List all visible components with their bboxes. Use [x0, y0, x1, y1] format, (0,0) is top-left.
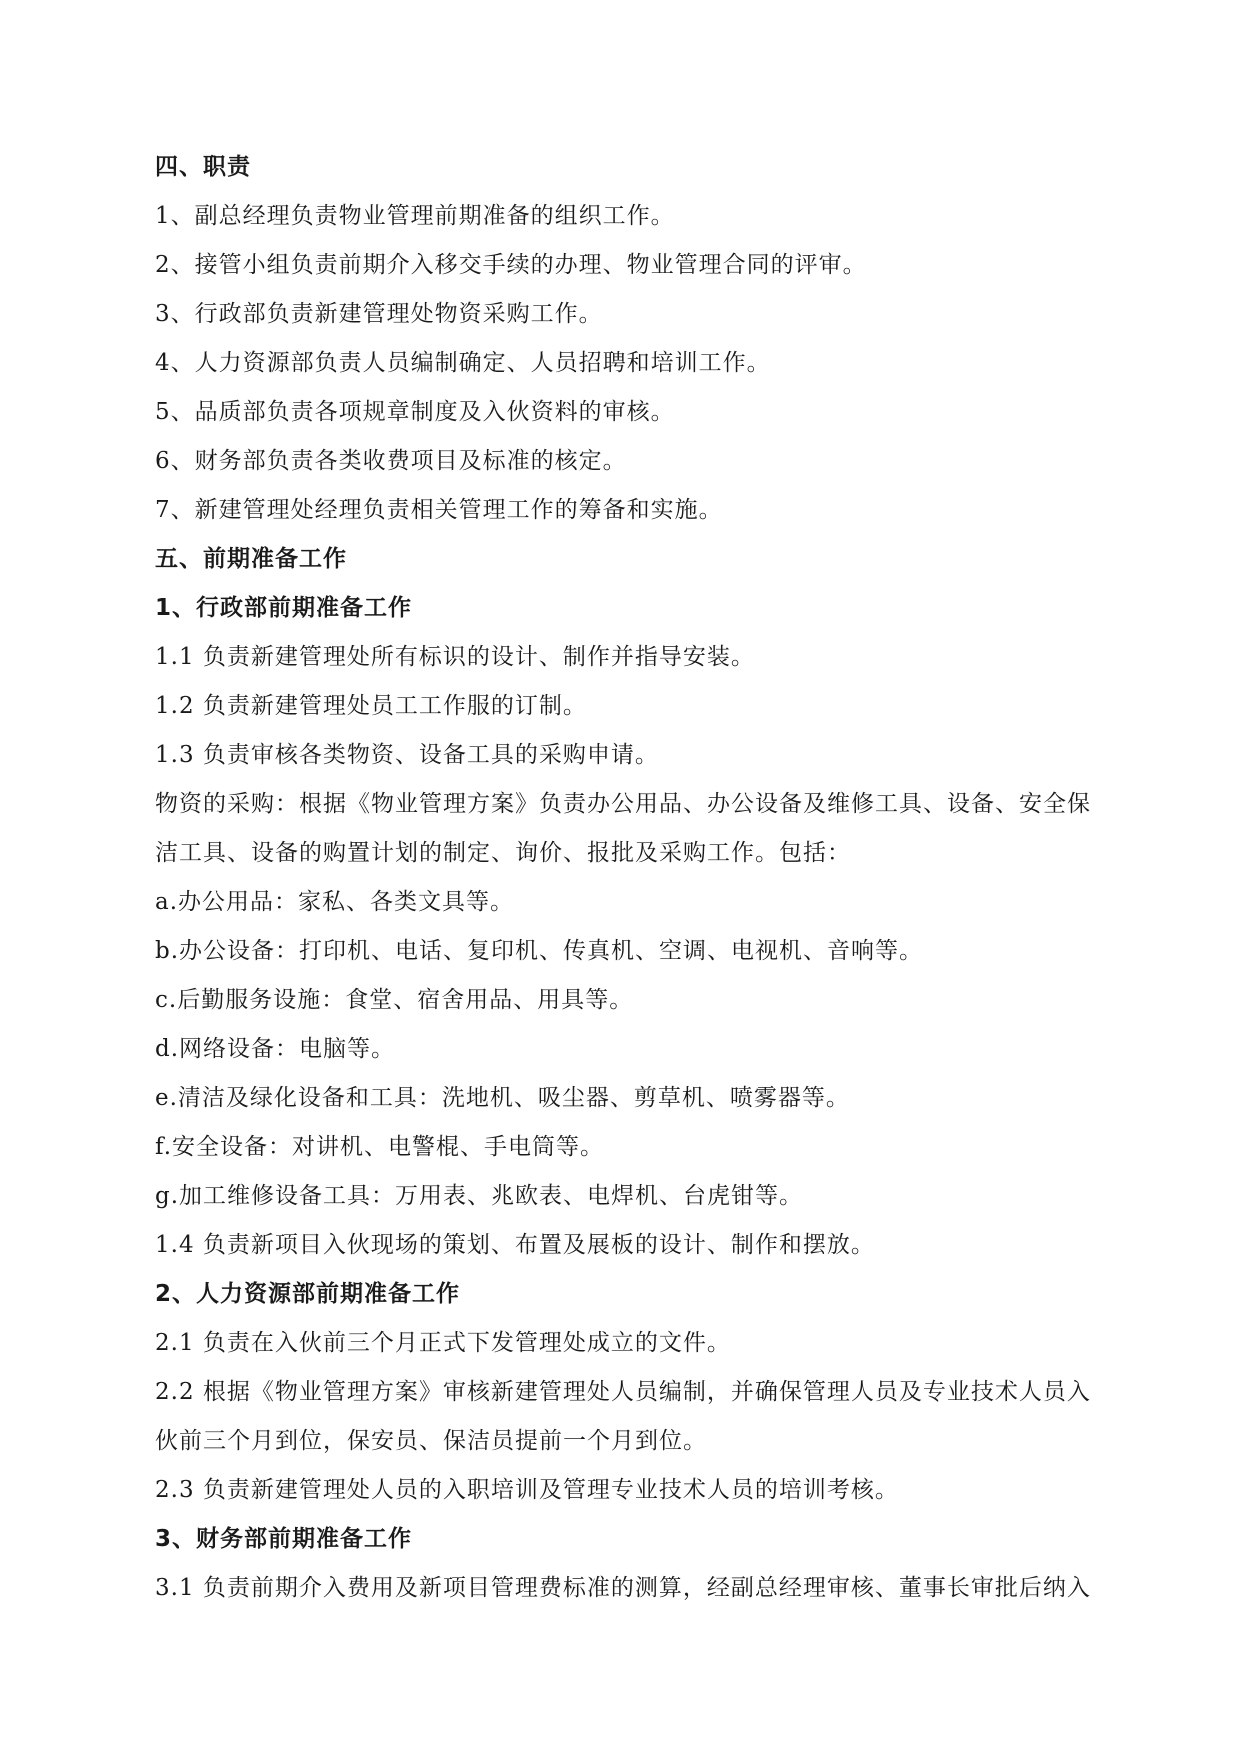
- text-line: 3、行政部负责新建管理处物资采购工作。: [155, 301, 603, 327]
- text-line: 1.2 负责新建管理处员工工作服的订制。: [155, 693, 587, 719]
- text-line: 2.2 根据《物业管理方案》审核新建管理处人员编制，并确保管理人员及专业技术人员入: [155, 1379, 1091, 1405]
- text-line: 2、接管小组负责前期介入移交手续的办理、物业管理合同的评审。: [155, 252, 867, 278]
- text-line: 2.3 负责新建管理处人员的入职培训及管理专业技术人员的培训考核。: [155, 1477, 899, 1503]
- document-page: [155, 143, 1115, 1613]
- section-heading: 2、人力资源部前期准备工作: [155, 1281, 461, 1307]
- text-line: 3.1 负责前期介入费用及新项目管理费标准的测算，经副总经理审核、董事长审批后纳入: [155, 1575, 1091, 1601]
- text-line: 7、新建管理处经理负责相关管理工作的筹备和实施。: [155, 497, 723, 523]
- text-line: 物资的采购：根据《物业管理方案》负责办公用品、办公设备及维修工具、设备、安全保: [155, 791, 1091, 817]
- text-line: 1.3 负责审核各类物资、设备工具的采购申请。: [155, 742, 659, 768]
- text-line: b.办公设备：打印机、电话、复印机、传真机、空调、电视机、音响等。: [155, 938, 924, 964]
- text-line: 2.1 负责在入伙前三个月正式下发管理处成立的文件。: [155, 1330, 731, 1356]
- section-heading: 五、前期准备工作: [155, 546, 347, 572]
- text-line: f.安全设备：对讲机、电警棍、手电筒等。: [155, 1134, 605, 1160]
- text-line: 5、品质部负责各项规章制度及入伙资料的审核。: [155, 399, 675, 425]
- text-line: 4、人力资源部负责人员编制确定、人员招聘和培训工作。: [155, 350, 771, 376]
- text-line: 1.1 负责新建管理处所有标识的设计、制作并指导安装。: [155, 644, 755, 670]
- text-line: 伙前三个月到位，保安员、保洁员提前一个月到位。: [155, 1428, 707, 1454]
- text-line: a.办公用品：家私、各类文具等。: [155, 889, 515, 915]
- section-heading: 3、财务部前期准备工作: [155, 1526, 413, 1552]
- section-heading: 1、行政部前期准备工作: [155, 595, 413, 621]
- text-line: c.后勤服务设施：食堂、宿舍用品、用具等。: [155, 987, 634, 1013]
- text-line: d.网络设备：电脑等。: [155, 1036, 396, 1062]
- text-line: g.加工维修设备工具：万用表、兆欧表、电焊机、台虎钳等。: [155, 1183, 804, 1209]
- text-line: 1.4 负责新项目入伙现场的策划、布置及展板的设计、制作和摆放。: [155, 1232, 875, 1258]
- section-heading: 四、职责: [155, 154, 251, 180]
- text-line: 6、财务部负责各类收费项目及标准的核定。: [155, 448, 627, 474]
- text-line: 1、副总经理负责物业管理前期准备的组织工作。: [155, 203, 675, 229]
- text-line: e.清洁及绿化设备和工具：洗地机、吸尘器、剪草机、喷雾器等。: [155, 1085, 850, 1111]
- text-line: 洁工具、设备的购置计划的制定、询价、报批及采购工作。包括：: [155, 840, 851, 866]
